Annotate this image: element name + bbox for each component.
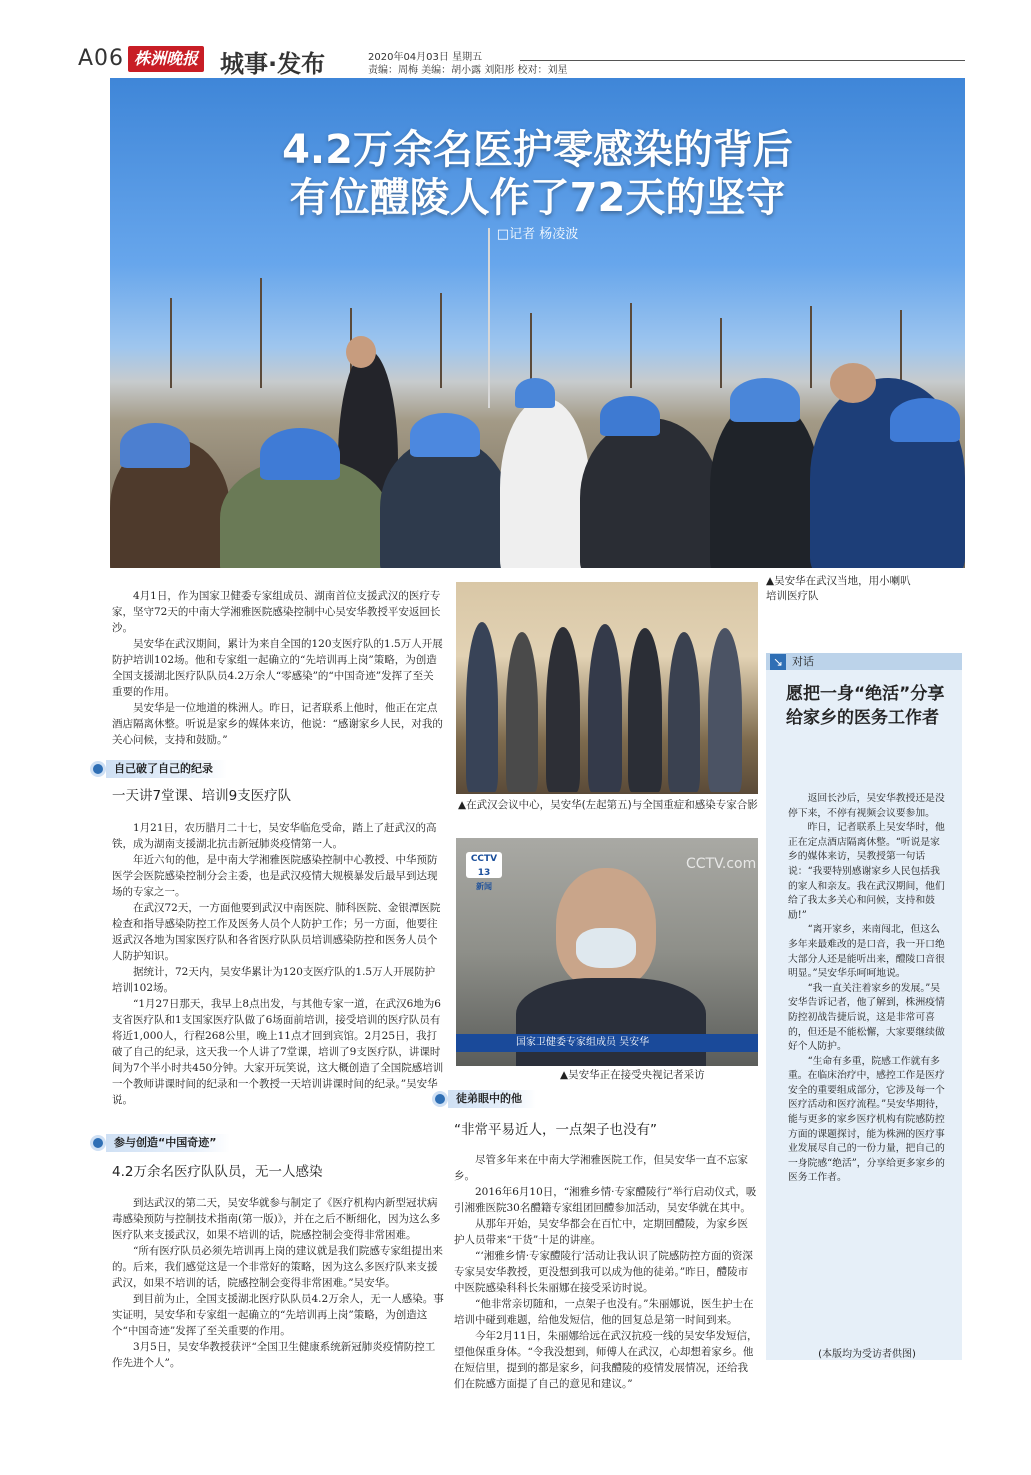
body-paragraph: 到达武汉的第二天，吴安华就参与制定了《医疗机构内新型冠状病毒感染预防与控制技术指南(第一版)》，并在之后不断细化，因为这么多医疗队来支援武汉，如果不培训的话，院感控制会变得非常困难。 [112,1197,441,1241]
hero-photo [110,78,965,568]
dialogue-paragraph: “离开家乡，来南闯北，但这么多年来最难改的是口音，我一开口绝大部分人还是能听出来，醴陵口音很明显。”吴安华乐呵呵地说。 [788,924,945,980]
intro-paragraph: 吴安华在武汉期间，累计为来自全国的120支医疗队的1.5万人开展防护培训102场。他和专家组一起确立的“先培训再上岗”策略，为创造全国支援湖北医疗队队员4.2万余人“零感染”的“中国奇迹”发挥了至关重要的作用。 [112,638,443,698]
dialogue-paragraph: 返回长沙后，吴安华教授还是没停下来，不停有视频会议要参加。 [788,793,945,819]
headline-line-2: 有位醴陵人作了72天的坚守 [289,175,786,221]
section-header-record [88,758,227,780]
section-2-body [112,1195,444,1371]
cctv-logo [466,852,502,891]
tv-interview-photo [456,838,758,1066]
body-paragraph: 今年2月11日，朱丽娜给远在武汉抗疫一线的吴安华发短信，望他保重身体。“令我没想到，师傅人在武汉，心却想着家乡。他在短信里，提到的都是家乡，问我醴陵的疫情发展情况，还给我们在院感方面提了自己的意见和建议。” [454,1330,758,1390]
page-number: A06 [78,46,125,71]
body-paragraph: 1月21日，农历腊月二十七，吴安华临危受命，踏上了赶武汉的高铁，成为湖南支援湖北抗击新冠肺炎疫情第一人。 [112,822,437,850]
cctv-channel-sub: 新闻 [476,882,492,891]
body-paragraph: “‘湘雅乡情·专家醴陵行’活动让我认识了院感防控方面的资深专家吴安华教授，更没想到我可以成为他的徒弟。”昨日，醴陵市中医院感染科科长朱丽娜在接受采访时说。 [454,1250,753,1294]
cctv-watermark: CCTV.com [686,856,757,872]
section-1-body [112,820,444,1108]
tv-lower-third: 国家卫健委专家组成员 吴安华 [456,1034,758,1052]
dialogue-tag-label: 对话 [792,655,814,668]
body-paragraph: “1月27日那天，我早上8点出发，与其他专家一道，在武汉6地为6支省医疗队和1支国家医疗队做了6场面前培训，接受培训的医疗队员有将近1,000人，行程268公里，晚上11点才回到宾馆。2月25日，我打破了自己的纪录，这天我一个人讲了7堂课，培训了9支医疗队，讲课时间为7个半小时共450分钟。大家开玩笑说，这大概创造了全国院感培训一个教师讲课时间的纪录和一个教授一天培训讲课时间的纪录。”吴安华说。 [112,998,444,1106]
section-dot-icon [432,1091,448,1107]
dialogue-arrow-icon: ↘ [770,654,786,670]
body-paragraph: “他非常亲切随和，一点架子也没有。”朱丽娜说，医生护士在培训中碰到难题，给他发短信，他的回复总是第一时间到来。 [454,1298,754,1326]
body-paragraph: 到目前为止，全国支援湖北医疗队队员4.2万余人，无一人感染。事实证明，吴安华和专家组一起确立的“先培训再上岗”策略，为创造这个“中国奇迹”发挥了至关重要的作用。 [112,1293,444,1337]
section-dot-icon [90,1135,106,1151]
body-paragraph: 年近六旬的他，是中南大学湘雅医院感染控制中心教授、中华预防医学会医院感染控制分会主委，也是武汉疫情大规模暴发后最早到达现场的专家之一。 [112,854,438,898]
section-label: 自己破了自己的纪录 [106,760,227,778]
tv-photo-caption: ▲吴安华正在接受央视记者采访 [560,1069,705,1081]
dialogue-title: 愿把一身“绝活”分享给家乡的医务工作者 [786,684,945,728]
group-photo-caption: ▲在武汉会议中心，吴安华(左起第五)与全国重症和感染专家合影 [458,799,758,811]
intro-paragraph: 吴安华是一位地道的株洲人。昨日，记者联系上他时，他正在定点酒店隔离休整。听说是家乡的媒体来访，他说：“感谢家乡人民，对我的关心问候，支持和鼓励。” [112,702,443,746]
headline-line-1: 4.2万余名医护零感染的背后 [282,127,793,173]
photo-credit: (本版均为受访者供图) [818,1349,916,1360]
body-paragraph: 3月5日，吴安华教授获评“全国卫生健康系统新冠肺炎疫情防控工作先进个人”。 [112,1341,436,1369]
section-subtitle: 一天讲7堂课、培训9支医疗队 [112,788,292,804]
section-3-body [454,1152,758,1392]
section-label: 徒弟眼中的他 [448,1090,536,1108]
section-subtitle: “非常平易近人，一点架子也没有” [454,1122,657,1138]
group-photo [456,582,758,794]
intro-paragraph: 4月1日，作为国家卫健委专家组成员、湖南首位支援武汉的医疗专家，坚守72天的中南大学湘雅医院感染控制中心吴安华教授平安返回长沙。 [112,590,441,634]
body-paragraph: 2016年6月10日，“湘雅乡情·专家醴陵行”举行启动仪式，吸引湘雅医院30名醴籍专家组团回醴参加活动，吴安华就在其中。 [454,1186,757,1214]
issue-date: 2020年04月03日 星期五 [368,52,483,63]
dialogue-paragraph: 昨日，记者联系上吴安华时，他正在定点酒店隔离休整。“听说是家乡的媒体来访，吴教授第一句话说：“我要特别感谢家乡人民包括我的家人和亲友。我在武汉期间，他们给了我太多关心和问候，支持和鼓励!” [788,822,945,921]
body-paragraph: “所有医疗队员必须先培训再上岗的建议就是我们院感专家组提出来的。后来，我们感觉这是一个非常好的策略，因为这么多医疗队来支援武汉，如果不培训的话，院感控制会变得非常困难。”吴安华。 [112,1245,443,1289]
section-name: 城事·发布 [220,50,326,78]
section-header-apprentice [430,1088,536,1110]
section-dot-icon [90,761,106,777]
body-paragraph: 从那年开始，吴安华都会在百忙中，定期回醴陵，为家乡医护人员带来“干货”十足的讲座。 [454,1218,748,1246]
body-paragraph: 尽管多年来在中南大学湘雅医院工作，但吴安华一直不忘家乡。 [454,1154,748,1182]
section-header-miracle [88,1132,230,1154]
dialogue-body [788,792,946,1186]
issue-staff: 责编：周梅 美编：胡小露 刘阳彤 校对：刘星 [368,65,568,76]
body-paragraph: 在武汉72天，一方面他要到武汉中南医院、肺科医院、金银潭医院检查和指导感染防控工作及医务人员个人防护工作；另一方面，他要往返武汉各地为国家医疗队和各省医疗队队员培训感染防控和医务人员个人防护知识。 [112,902,441,962]
section-subtitle: 4.2万余名医疗队队员，无一人感染 [112,1164,323,1180]
dialogue-paragraph: “生命有多重，院感工作就有多重。在临床治疗中，感控工作是医疗安全的重要组成部分，它涉及每一个医疗活动和医疗流程。”吴安华期待，能与更多的家乡医疗机构有院感防控方面的课题探讨，能为株洲的医疗事业发展尽自己的一份力量，把自己的一身院感“绝活”，分享给更多家乡的医务工作者。 [788,1055,945,1184]
cctv-channel: CCTV 13 [470,854,498,878]
header-rule [520,60,965,61]
dialogue-paragraph: “我一直关注着家乡的发展。”吴安华告诉记者，他了解到，株洲疫情防控初战告捷后说，这是非常可喜的，但还是不能松懈，大家要继续做好个人防护。 [788,982,945,1053]
hero-photo-caption: ▲吴安华在武汉当地，用小喇叭培训医疗队 [766,575,911,602]
intro-text [112,588,444,748]
byline: □记者 杨凌波 [496,227,579,242]
newspaper-logo: 株洲晚报 [128,46,204,72]
section-label: 参与创造“中国奇迹” [106,1134,230,1152]
body-paragraph: 据统计，72天内，吴安华累计为120支医疗队的1.5万人开展防护培训102场。 [112,966,436,994]
